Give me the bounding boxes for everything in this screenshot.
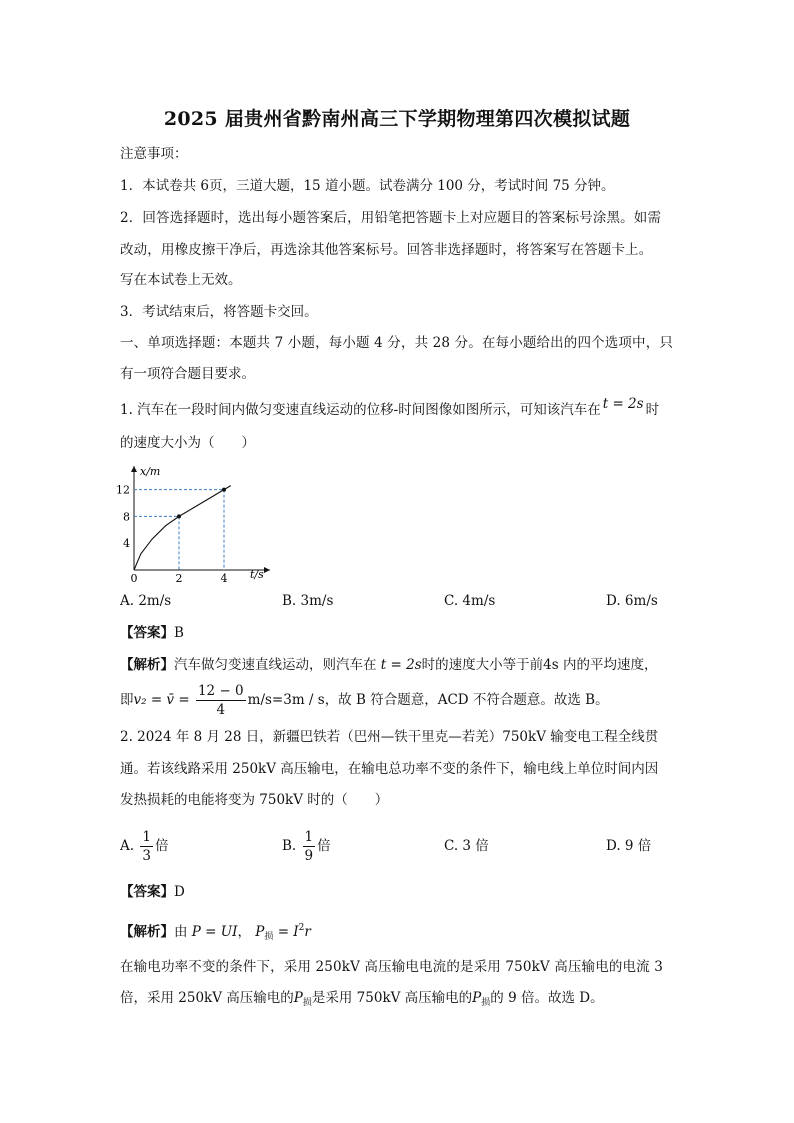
q1-analysis-text-a: 汽车做匀变速直线运动，则汽车在 [174, 657, 377, 673]
q2-formula-2-sup: 2 [298, 923, 305, 933]
q2-option-a-fraction [140, 828, 153, 865]
q2-formula-2-p: P [255, 924, 265, 940]
q2-option-b-prefix: B. [282, 838, 297, 854]
q2-expl-p1-sub: 损 [302, 998, 312, 1008]
q1-calc-fraction [196, 682, 246, 719]
q1-answer-label: 【答案】 [120, 625, 174, 641]
q2-option-b-num: 1 [304, 829, 314, 845]
q1-calc-numerator: 12 − 0 [197, 683, 244, 699]
q2-formula-sep: ， [237, 924, 251, 940]
q2-explanation-line-2 [120, 988, 604, 1013]
q2-analysis-line-1 [120, 918, 311, 947]
x-tick-label-2: 2 [175, 572, 183, 585]
q2-option-a-num: 1 [142, 829, 151, 845]
q2-option-b-suffix: 倍 [317, 838, 331, 854]
q2-option-b-den: 9 [304, 848, 314, 864]
q1-option-c: C. 4m/s [444, 593, 496, 609]
q1-calc-denominator: 4 [216, 702, 226, 718]
section-1-line-2: 有一项符合题目要求。 [120, 366, 255, 382]
q2-option-b [282, 826, 331, 866]
y-axis-label: x/m [140, 465, 161, 478]
q1-calc-lhs: v₂ = v̄ = [133, 692, 190, 708]
q2-stem-line-2: 通。若该线路采用 250kV 高压输电，在输电总功率不变的条件下，输电线上单位时间内因 [120, 761, 659, 777]
q2-answer-value: D [174, 884, 185, 900]
q2-answer-label: 【答案】 [120, 884, 174, 900]
q2-formula-2-r: r [304, 924, 311, 940]
q2-expl-b: 是采用 750kV 高压输电的 [311, 990, 473, 1006]
q2-stem-line-3: 发热损耗的电能将变为 750kV 时的（ ） [120, 792, 389, 808]
section-1-line-1: 一、单项选择题：本题共 7 小题，每小题 4 分，共 28 分。在每小题给出的四个选项中，只 [120, 335, 674, 351]
q1-answer [120, 623, 184, 643]
q1-answer-value: B [174, 625, 184, 641]
x-tick-label-4: 4 [220, 572, 228, 585]
q2-expl-c: 的 9 倍。故选 D。 [490, 990, 604, 1006]
q1-analysis-label: 【解析】 [120, 657, 174, 673]
q2-analysis-label: 【解析】 [120, 924, 174, 940]
q1-stem-line-1 [120, 396, 660, 420]
data-point-1 [222, 488, 226, 492]
q1-option-b: B. 3m/s [282, 593, 334, 609]
q2-option-b-fraction [303, 828, 316, 865]
page-title: 2025 届贵州省黔南州高三下学期物理第四次模拟试题 [163, 108, 631, 130]
q2-formula-2-eq: = I [273, 924, 299, 940]
q1-xt-graph [118, 460, 278, 584]
q1-option-a: A. 2m/s [120, 593, 172, 609]
notes-item-2-line-2: 改动，用橡皮擦干净后，再选涂其他答案标号。回答非选择题时，将答案写在答题卡上。 [120, 242, 653, 258]
q2-formula-1: P = UI [191, 924, 238, 940]
q2-expl-p2: P [472, 990, 482, 1006]
q2-explanation-line-1: 在输电功率不变的条件下，采用 250kV 高压输电电流的是采用 750kV 高压输电的电流 3 [120, 959, 663, 975]
q2-expl-p2-sub: 损 [481, 998, 491, 1008]
q1-stem-line-2: 的速度大小为（ ） [120, 435, 255, 451]
x-axis-label: t/s [250, 568, 264, 581]
notes-heading: 注意事项： [120, 146, 188, 162]
notes-item-2-line-1: 2．回答选择题时，选出每小题答案后，用铅笔把答题卡上对应题目的答案标号涂黑。如需 [120, 210, 662, 226]
q1-stem-suffix: 时 [645, 402, 660, 418]
q2-formula-2-sub: 损 [264, 932, 274, 942]
data-point-0 [177, 514, 181, 518]
y-tick-label-4: 4 [123, 537, 130, 551]
q2-answer [120, 882, 185, 902]
q1-calc-rhs: m/s=3m / s [247, 692, 325, 708]
q1-analysis-time: t = 2s [380, 657, 422, 673]
notes-item-2-line-3: 写在本试卷上无效。 [120, 272, 242, 288]
q1-calc-prefix: 即 [120, 692, 134, 708]
q1-option-d: D. 6m/s [606, 593, 658, 609]
xt-curve [134, 486, 231, 570]
q2-expl-p1: P [293, 990, 303, 1006]
q2-stem-line-1: 2. 2024 年 8 月 28 日，新疆巴铁若（巴州—铁干里克—若羌）750kV 输变电工程全线贯 [120, 729, 659, 745]
q1-stem-text: 1. 汽车在一段时间内做匀变速直线运动的位移-时间图像如图所示，可知该汽车在 [120, 402, 601, 418]
q1-analysis-line-1 [120, 655, 657, 675]
q1-analysis-calc [120, 680, 609, 720]
q2-expl-a: 倍，采用 250kV 高压输电的 [120, 990, 294, 1006]
q2-option-a-den: 3 [142, 848, 151, 864]
x-tick-label-0: 0 [130, 572, 138, 585]
q1-calc-tail: ，故 B 符合题意，ACD 不符合题意。故选 B。 [324, 692, 609, 708]
notes-item-1: 1．本试卷共 6页，三道大题，15 道小题。试卷满分 100 分，考试时间 75 分钟。 [120, 178, 615, 194]
q2-option-a-prefix: A. [120, 838, 135, 854]
q2-option-c: C. 3 倍 [444, 838, 489, 854]
y-tick-label-8: 8 [123, 510, 130, 524]
q1-analysis-text-b: 时的速度大小等于前4s 内的平均速度， [421, 657, 658, 673]
q2-option-a [120, 826, 168, 866]
notes-item-3: 3．考试结束后，将答题卡交回。 [120, 304, 318, 320]
y-tick-label-12: 12 [116, 483, 130, 497]
q1-stem-time: t = 2s [602, 396, 644, 412]
q2-analysis-intro: 由 [174, 924, 188, 940]
q2-option-d: D. 9 倍 [606, 838, 652, 854]
q2-option-a-suffix: 倍 [154, 838, 169, 854]
